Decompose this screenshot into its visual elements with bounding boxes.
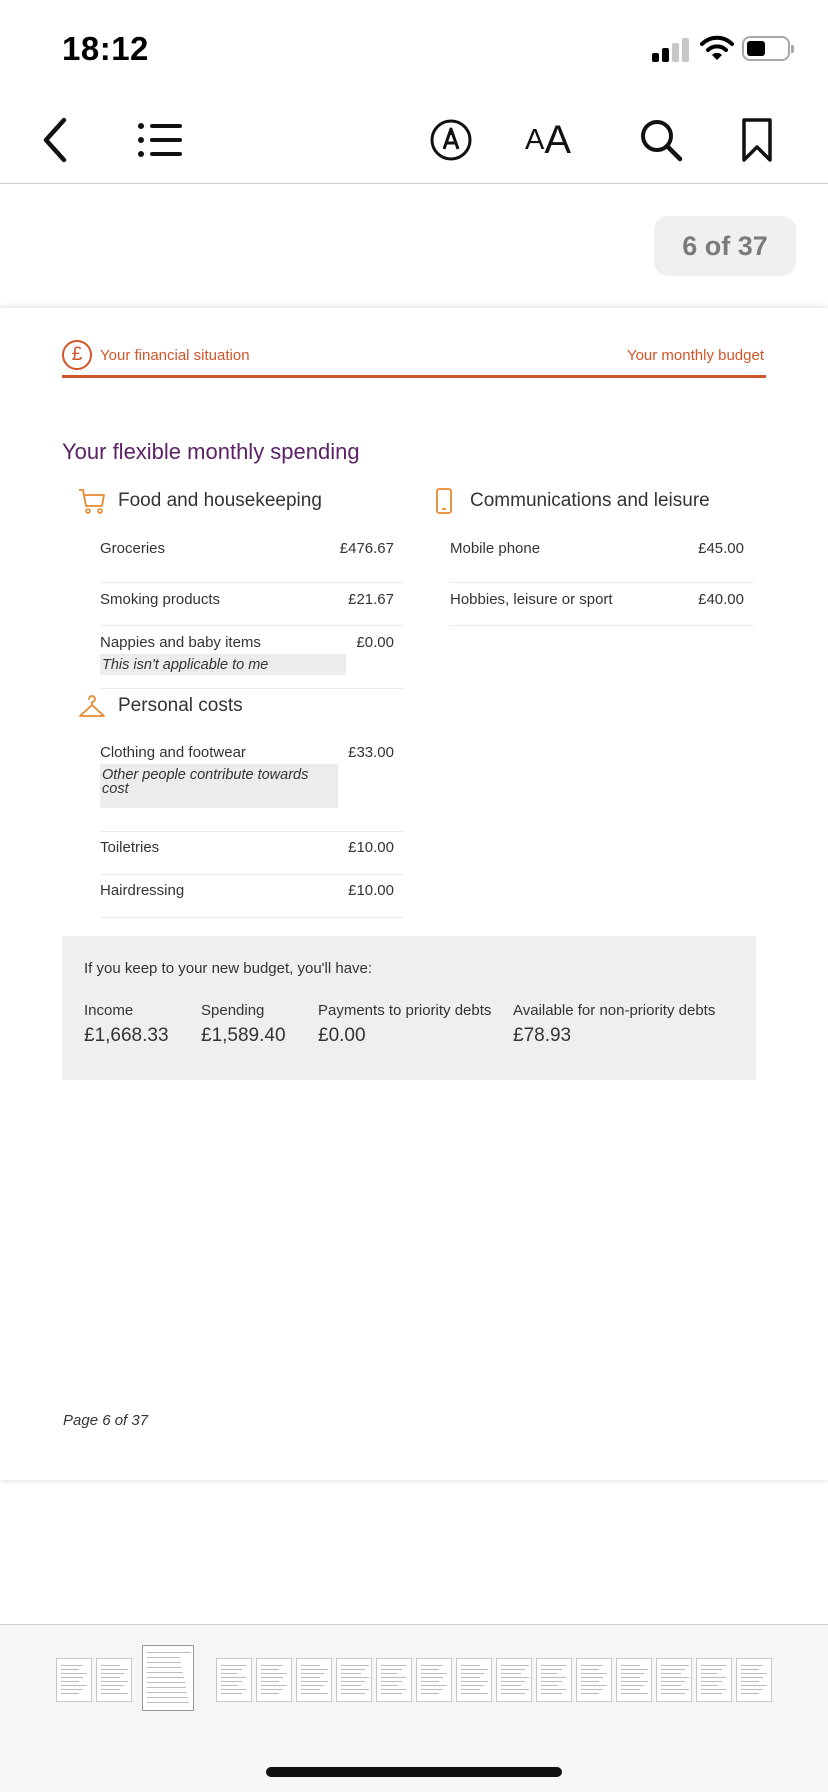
wifi-icon [700,34,734,62]
page-thumbnail[interactable] [416,1658,452,1702]
list-icon [136,120,184,160]
budget-row [100,540,404,583]
row-value: £10.00 [348,839,394,856]
summary-non-priority-debts [513,1002,715,1047]
budget-row [100,875,404,918]
budget-row [100,583,404,626]
row-value: £476.67 [339,540,394,557]
header-page-title: Your monthly budget [626,347,764,364]
summary-label: Available for non-priority debts [513,1002,716,1019]
category-title: Food and housekeeping [118,490,322,511]
budget-row [100,832,404,875]
budget-row [100,744,404,832]
row-label: Smoking products [100,591,221,608]
row-value: £40.00 [698,591,744,608]
bookmark-button[interactable] [736,112,778,168]
battery-icon [742,36,790,61]
row-label: Toiletries [100,839,160,856]
reader-toolbar [0,100,828,184]
row-value: £21.67 [348,591,394,608]
page-thumbnail[interactable] [496,1658,532,1702]
page-thumbnail[interactable] [536,1658,572,1702]
category-personal-costs [78,692,243,720]
mobile-phone-icon [430,487,458,515]
status-bar [0,0,828,100]
summary-value: £0.00 [318,1025,366,1046]
summary-label: Income [84,1002,134,1019]
summary-spending [201,1002,286,1047]
page-thumbnail[interactable] [736,1658,772,1702]
summary-value: £1,668.33 [84,1025,169,1046]
page-thumbnail-strip[interactable] [0,1624,828,1792]
bookmark-icon [741,117,773,163]
budget-row [450,540,754,583]
category-title: Personal costs [118,695,243,716]
row-label: Hobbies, leisure or sport [450,591,613,608]
cellular-signal-icon [652,38,690,62]
budget-summary [62,936,756,1080]
page-thumbnail[interactable] [616,1658,652,1702]
summary-label: Payments to priority debts [318,1002,492,1019]
home-indicator[interactable] [266,1767,562,1777]
page-thumbnail[interactable] [216,1658,252,1702]
text-size-button[interactable] [518,112,578,168]
page-thumbnail[interactable] [56,1658,92,1702]
status-time: 18:12 [62,30,149,67]
row-value: £10.00 [348,882,394,899]
page-thumbnail[interactable] [696,1658,732,1702]
budget-row [100,626,404,689]
back-button[interactable] [30,112,80,168]
row-value: £45.00 [698,540,744,557]
page-thumbnail[interactable] [576,1658,612,1702]
row-label: Hairdressing [100,882,185,899]
page-thumbnail[interactable] [256,1658,292,1702]
row-value: £33.00 [348,744,394,761]
summary-value: £78.93 [513,1025,572,1046]
page-thumbnail[interactable] [376,1658,412,1702]
row-note: Other people contribute towards cost [100,764,338,808]
text-size-small-label: A [524,123,545,156]
category-food-housekeeping [78,487,322,515]
page-thumbnail[interactable] [656,1658,692,1702]
header-section-link: Your financial situation [100,347,250,364]
row-label: Groceries [100,540,166,557]
summary-intro: If you keep to your new budget, you'll have: [84,960,373,977]
table-of-contents-button[interactable] [132,112,188,168]
row-value: £0.00 [356,634,394,651]
markup-button[interactable] [426,112,476,168]
chevron-left-icon [40,117,70,163]
document-page [0,308,828,1480]
budget-row [450,583,754,626]
page-thumbnail[interactable] [96,1658,132,1702]
search-icon [639,118,683,162]
row-label: Clothing and footwear [100,744,246,761]
shopping-cart-icon [78,487,106,515]
text-size-large-label: A [544,117,572,162]
document-header [62,340,766,378]
page-footer: Page 6 of 37 [63,1412,149,1429]
row-label: Nappies and baby items [100,634,261,651]
page-thumbnail[interactable] [296,1658,332,1702]
summary-income [84,1002,169,1047]
page-thumbnail[interactable] [456,1658,492,1702]
page-thumbnail[interactable] [336,1658,372,1702]
clothes-hanger-icon [78,692,106,720]
category-title: Communications and leisure [470,490,710,511]
summary-label: Spending [201,1002,265,1019]
summary-priority-debts [318,1002,491,1047]
category-communications-leisure [430,487,710,515]
row-label: Mobile phone [450,540,541,557]
page-thumbnail-current[interactable] [142,1645,194,1711]
markup-pen-icon [429,118,473,162]
row-note: This isn't applicable to me [100,654,346,675]
section-title: Your flexible monthly spending [62,439,360,464]
page-indicator: 6 of 37 [654,216,796,276]
summary-value: £1,589.40 [201,1025,286,1046]
search-button[interactable] [634,112,688,168]
pound-icon: £ [62,340,92,370]
